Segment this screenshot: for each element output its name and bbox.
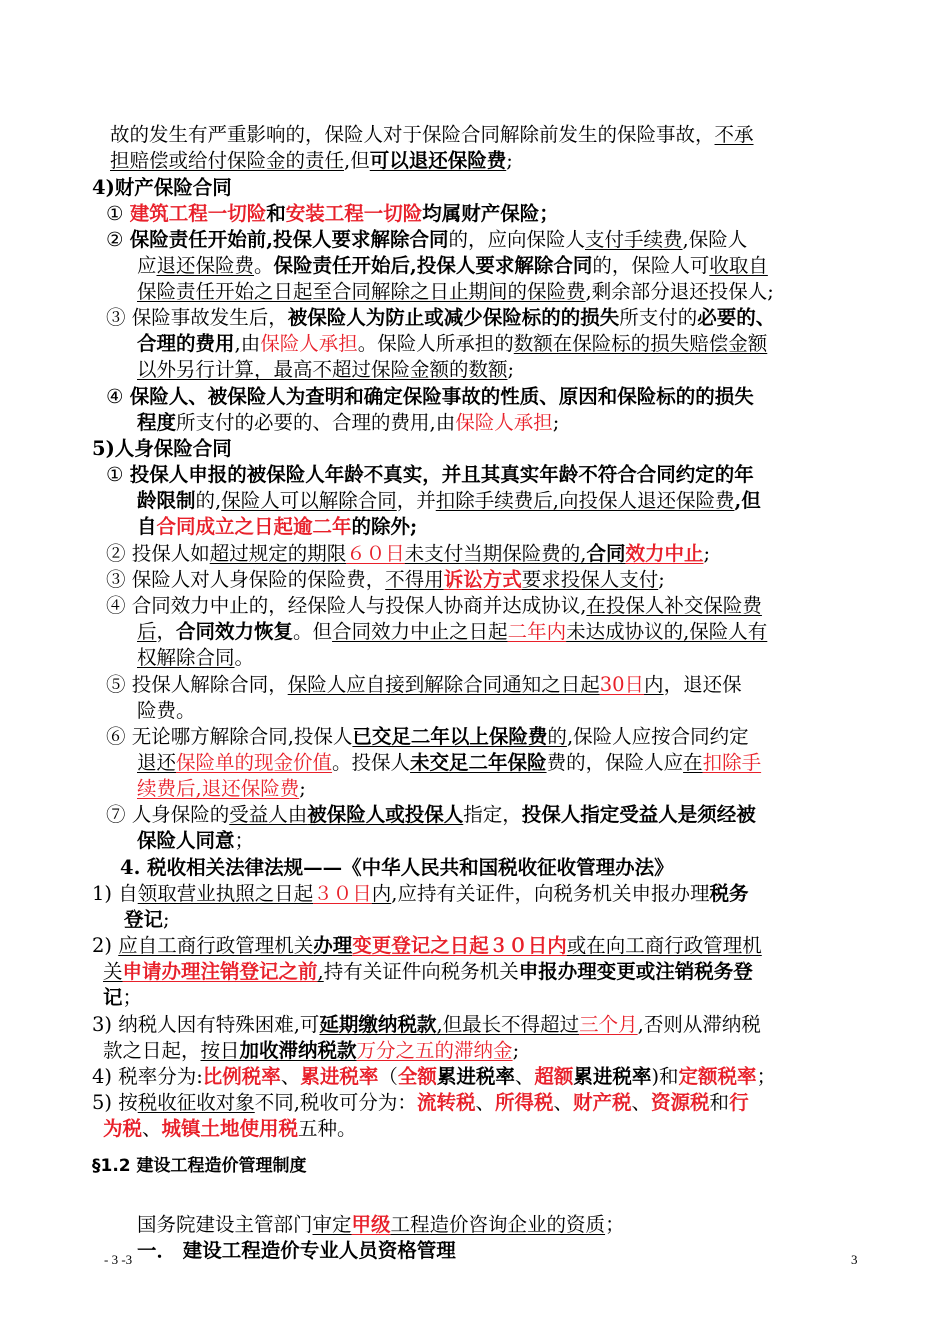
text-line — [92, 175, 232, 201]
text-run: 关 — [103, 960, 123, 983]
text-run: ,应持有关证件，向税务机关申报办理 — [391, 882, 710, 905]
text-run: 的, — [195, 489, 222, 512]
text-line — [137, 488, 761, 514]
text-run: 4. 税收相关法律法规——《中华人民共和国税收征收管理办法》 — [120, 856, 674, 879]
text-run: 程度 — [137, 411, 177, 434]
text-run: 财产税 — [573, 1091, 632, 1114]
text-run: 已交足二年以上保险费 — [352, 725, 548, 748]
text-run: 所得税 — [494, 1091, 554, 1114]
text-run: 超额 — [534, 1065, 574, 1088]
text-run: 应自工商行政管理机关 — [118, 934, 314, 957]
text-line — [137, 750, 761, 776]
text-run: 资源税 — [651, 1091, 710, 1114]
text-run: 记 — [103, 986, 123, 1009]
text-run: ,但 — [344, 149, 370, 172]
text-run: 国务院建设主管部门 — [137, 1213, 313, 1236]
text-run: 扣除手 — [702, 751, 762, 774]
text-run: 或在向工商行政管理机 — [566, 934, 762, 957]
text-run: 。保险人所承担的 — [357, 332, 514, 355]
text-line — [92, 1012, 761, 1038]
text-run: 工程造价咨询企业的资质 — [390, 1213, 606, 1236]
text-run: 超过规定的期限 — [209, 542, 347, 565]
text-line — [106, 724, 749, 750]
text-run: 、 — [142, 1117, 162, 1140]
text-line — [137, 776, 306, 802]
text-run: 数额在保险标的损失赔偿金额 — [513, 332, 768, 355]
text-run: 要求投保人支付 — [521, 568, 659, 591]
text-run: ； — [605, 1213, 625, 1236]
text-run: 保险人、被保险人为查明和确定保险事故的性质、原因和保险标的的损失 — [129, 385, 754, 408]
text-run: 内 — [371, 882, 392, 905]
text-run: 累进税率 — [300, 1065, 379, 1088]
text-run: 五种。 — [298, 1117, 357, 1140]
text-run: 支付手续费 — [585, 228, 683, 251]
text-line — [137, 331, 767, 357]
text-run: ; — [658, 568, 665, 591]
text-run: 应 — [137, 254, 157, 277]
text-run: 续费后,退还保险费 — [137, 777, 300, 800]
text-run: 险费。 — [137, 699, 196, 722]
text-run: ① — [106, 202, 130, 225]
text-run: 合同效力恢复 — [176, 620, 294, 643]
text-run: 甲级 — [351, 1213, 391, 1236]
text-run: 。 — [234, 646, 255, 669]
text-run: 一． 建设工程造价专业人员资格管理 — [137, 1239, 456, 1262]
text-run: ,但最长不得超过 — [436, 1013, 580, 1036]
text-run: 在 — [683, 751, 703, 774]
text-run: 以外另行计算，最高不超过保险金额的数额 — [137, 358, 508, 381]
text-run: 投保人指定受益人是须经被 — [521, 803, 756, 826]
text-run: 定额税率 — [678, 1065, 757, 1088]
text-run: 受益人由 — [229, 803, 308, 826]
text-run: 为税 — [103, 1117, 143, 1140]
text-run: 保险责任开始后,投保人要求解除合同 — [273, 254, 593, 277]
text-run: 持有关证件向税务机关 — [323, 960, 519, 983]
text-run: 未支付当期保险费的, — [404, 542, 587, 565]
text-run: ② 投保人如 — [106, 542, 210, 565]
text-run: 款之日起， — [103, 1039, 201, 1062]
text-run: 保险人承担 — [455, 411, 553, 434]
text-run: 三个月 — [579, 1013, 638, 1036]
text-run: 在投保人补交保险费 — [586, 594, 762, 617]
text-line — [137, 1212, 625, 1238]
text-run: 诉讼方式 — [443, 568, 522, 591]
text-run: 、 — [553, 1091, 573, 1114]
text-run: 建筑工程一切险 — [129, 202, 267, 225]
text-run: 登记 — [124, 908, 164, 931]
text-run: ; — [552, 411, 560, 434]
text-run: 申报办理变更或注销税务登 — [518, 960, 753, 983]
text-line — [106, 201, 559, 227]
text-run: 4) 税率分为: — [92, 1065, 203, 1088]
text-run: 全额 — [397, 1065, 437, 1088]
text-run: 所支付的必要的、合理的费用,由 — [176, 411, 456, 434]
text-run: 指定， — [463, 803, 522, 826]
text-run: ① — [106, 463, 130, 486]
text-run: 效力中止 — [625, 542, 704, 565]
text-run: 合理的费用 — [137, 332, 235, 355]
text-run: 不得用 — [385, 568, 444, 591]
text-run: 必要的、 — [697, 306, 776, 329]
text-run: 2) — [92, 934, 119, 957]
text-run: 保险人应自接到解除合同通知之日起 — [287, 673, 600, 696]
text-run: , — [317, 960, 324, 983]
text-run: 1) 自 — [92, 882, 138, 905]
text-run: 税收征收对象 — [137, 1091, 255, 1114]
text-run: ⑦ 人身保险的 — [106, 803, 230, 826]
text-run: 保险人承担 — [260, 332, 358, 355]
text-run: 龄限制 — [137, 489, 196, 512]
text-run: 30日 — [599, 673, 645, 696]
text-line — [124, 907, 170, 933]
text-run: 保险责任开始前,投保人要求解除合同 — [129, 228, 449, 251]
text-run: ３０日 — [313, 882, 372, 905]
text-run: ； — [122, 986, 143, 1009]
text-line — [106, 672, 742, 698]
text-run: ⑥ 无论哪方解除合同,投保人 — [106, 725, 353, 748]
text-run: 权解除合同 — [137, 646, 235, 669]
text-run: )和 — [651, 1065, 679, 1088]
text-line — [137, 514, 417, 540]
footer-left: - 3 -3 — [104, 1252, 133, 1267]
text-run: ; — [163, 908, 170, 931]
text-run: 费的，保险人应 — [546, 751, 684, 774]
text-run: ③ 保险人对人身保险的保险费， — [106, 568, 386, 591]
text-line — [92, 881, 748, 907]
text-line — [137, 410, 559, 436]
text-line — [106, 541, 710, 567]
text-line — [106, 227, 747, 253]
text-run: ,但 — [734, 489, 761, 512]
text-line — [120, 855, 674, 881]
text-run: 。但 — [293, 620, 333, 643]
text-run: ６０日 — [346, 542, 405, 565]
text-line — [103, 985, 142, 1011]
text-run: 万分之五的滞纳金 — [356, 1039, 513, 1062]
text-run: 保险人同意 — [137, 829, 235, 852]
text-run: 可以退还保险费 — [369, 149, 507, 172]
text-run: ; — [703, 542, 711, 565]
text-run: 收取自 — [709, 254, 768, 277]
text-line — [106, 567, 665, 593]
text-run: 。投保人 — [332, 751, 411, 774]
text-line — [92, 1090, 749, 1116]
text-run: ,由 — [234, 332, 261, 355]
text-run: 延期缴纳税款 — [319, 1013, 437, 1036]
text-run: 、 — [514, 1065, 535, 1088]
text-line — [92, 933, 762, 959]
text-line — [106, 593, 762, 619]
text-run: §1.2 建设工程造价管理制度 — [92, 1156, 307, 1176]
text-run: ,保险人 — [682, 228, 748, 251]
text-run: 、 — [631, 1091, 652, 1114]
text-run: 被保险人或投保人 — [307, 803, 464, 826]
text-run: 保险人可以解除合同 — [221, 489, 397, 512]
text-run: 税务 — [709, 882, 749, 905]
text-run: 未交足二年保险 — [410, 751, 547, 774]
text-run: 退还保险费 — [156, 254, 255, 277]
footer-right: 3 — [851, 1252, 858, 1267]
text-run: 加收滞纳税款 — [239, 1039, 357, 1062]
text-run: 领取营业执照之日起 — [137, 882, 314, 905]
text-run: 。 — [254, 254, 274, 277]
text-run: 扣除手续费后,向投保人退还保险费 — [435, 489, 735, 512]
text-line — [110, 122, 754, 148]
text-run: 、 — [280, 1065, 301, 1088]
text-run: 的除外 — [351, 515, 411, 538]
text-run: ③ 保险事故发生后， — [106, 306, 288, 329]
text-line — [106, 384, 754, 410]
text-run: 后 — [137, 620, 157, 643]
text-run: 行 — [729, 1091, 749, 1114]
text-run: ,否则从滞纳税 — [637, 1013, 761, 1036]
text-line — [92, 1064, 776, 1090]
text-run: 保险责任开始之日起至合同解除之日止期间的保险费 — [137, 280, 586, 303]
text-run: 累进税率 — [573, 1065, 652, 1088]
text-run: （ — [378, 1065, 398, 1088]
text-run: 合同成立之日起逾二年 — [156, 515, 352, 538]
text-run: 4)财产保险合同 — [92, 176, 232, 199]
text-run: ; — [506, 149, 513, 172]
text-line — [137, 698, 196, 724]
text-line — [106, 802, 756, 828]
text-run: 所支付的 — [619, 306, 698, 329]
text-run: ，退还保 — [663, 673, 742, 696]
text-run: 和 — [266, 202, 286, 225]
text-run: 按日 — [200, 1039, 240, 1062]
text-run: 的，应向保险人 — [448, 228, 585, 251]
text-run: 自 — [137, 515, 157, 538]
text-run: 被保险人为防止或减少保险标的的损失 — [287, 306, 620, 329]
text-run: ，并 — [396, 489, 436, 512]
text-run: ,剩余部分退还投保人; — [585, 280, 774, 303]
text-run: 、 — [475, 1091, 495, 1114]
text-run: 城镇土地使用税 — [161, 1117, 299, 1140]
text-run: 不同,税收可分为： — [254, 1091, 417, 1114]
text-run: 退还 — [137, 751, 177, 774]
text-run: ， — [156, 620, 177, 643]
text-run: ; — [410, 515, 418, 538]
text-run: ; — [299, 777, 306, 800]
text-run: 变更登记之日起３０日内 — [352, 934, 567, 957]
text-run: 5)人身保险合同 — [92, 437, 232, 460]
text-line — [137, 357, 514, 383]
text-line — [137, 828, 254, 854]
text-line — [137, 619, 767, 645]
text-line — [137, 279, 774, 305]
text-run: 申请办理注销登记之前 — [122, 960, 318, 983]
text-line — [103, 959, 753, 985]
text-run: 内 — [644, 673, 664, 696]
text-line — [137, 253, 768, 279]
text-line — [92, 436, 232, 462]
text-run: 不承 — [714, 123, 754, 146]
text-run: 投保人申报的被保险人年龄不真实，并且其真实年龄不符合合同约定的年 — [129, 463, 754, 486]
text-run: 合同效力中止之日起 — [332, 620, 508, 643]
text-run: ； — [756, 1065, 777, 1088]
text-run: 3) 纳税人因有特殊困难,可 — [92, 1013, 320, 1036]
text-run: 的，保险人可 — [592, 254, 710, 277]
text-run: 5) 按 — [92, 1091, 138, 1114]
text-run: 故的发生有严重影响的，保险人对于保险合同解除前发生的保险事故， — [110, 123, 715, 146]
text-line — [110, 148, 513, 174]
text-run: ; — [507, 358, 515, 381]
text-run: 和 — [709, 1091, 730, 1114]
text-run: ⑤ 投保人解除合同， — [106, 673, 288, 696]
text-line — [106, 462, 754, 488]
text-run: 流转税 — [416, 1091, 476, 1114]
text-run: 二年内 — [507, 620, 567, 643]
text-run: ； — [234, 829, 255, 852]
text-run: 安装工程一切险 — [285, 202, 423, 225]
text-run: ④ — [106, 385, 130, 408]
text-run: 保险单的现金价值 — [176, 751, 333, 774]
text-run: ,保险人应按合同约定 — [566, 725, 749, 748]
text-line — [103, 1038, 519, 1064]
text-line — [137, 1238, 456, 1264]
text-run: 担赔偿或给付保险金的责任 — [110, 149, 345, 172]
text-run: 累进税率 — [436, 1065, 515, 1088]
text-run: 均属财产保险； — [422, 202, 559, 225]
text-run: 办理 — [313, 934, 353, 957]
text-line — [103, 1116, 357, 1142]
text-line — [137, 645, 254, 671]
text-run: 未达成协议的,保险人有 — [566, 620, 768, 643]
text-line — [92, 1153, 307, 1179]
text-run: ④ 合同效力中止的，经保险人与投保人协商并达成协议, — [106, 594, 587, 617]
text-line — [106, 305, 775, 331]
text-run: 合同 — [586, 542, 626, 565]
text-run: ② — [106, 228, 130, 251]
text-run: ; — [512, 1039, 520, 1062]
text-run: 比例税率 — [202, 1065, 281, 1088]
text-run: 的 — [547, 725, 567, 748]
text-run: 审定 — [312, 1213, 352, 1236]
